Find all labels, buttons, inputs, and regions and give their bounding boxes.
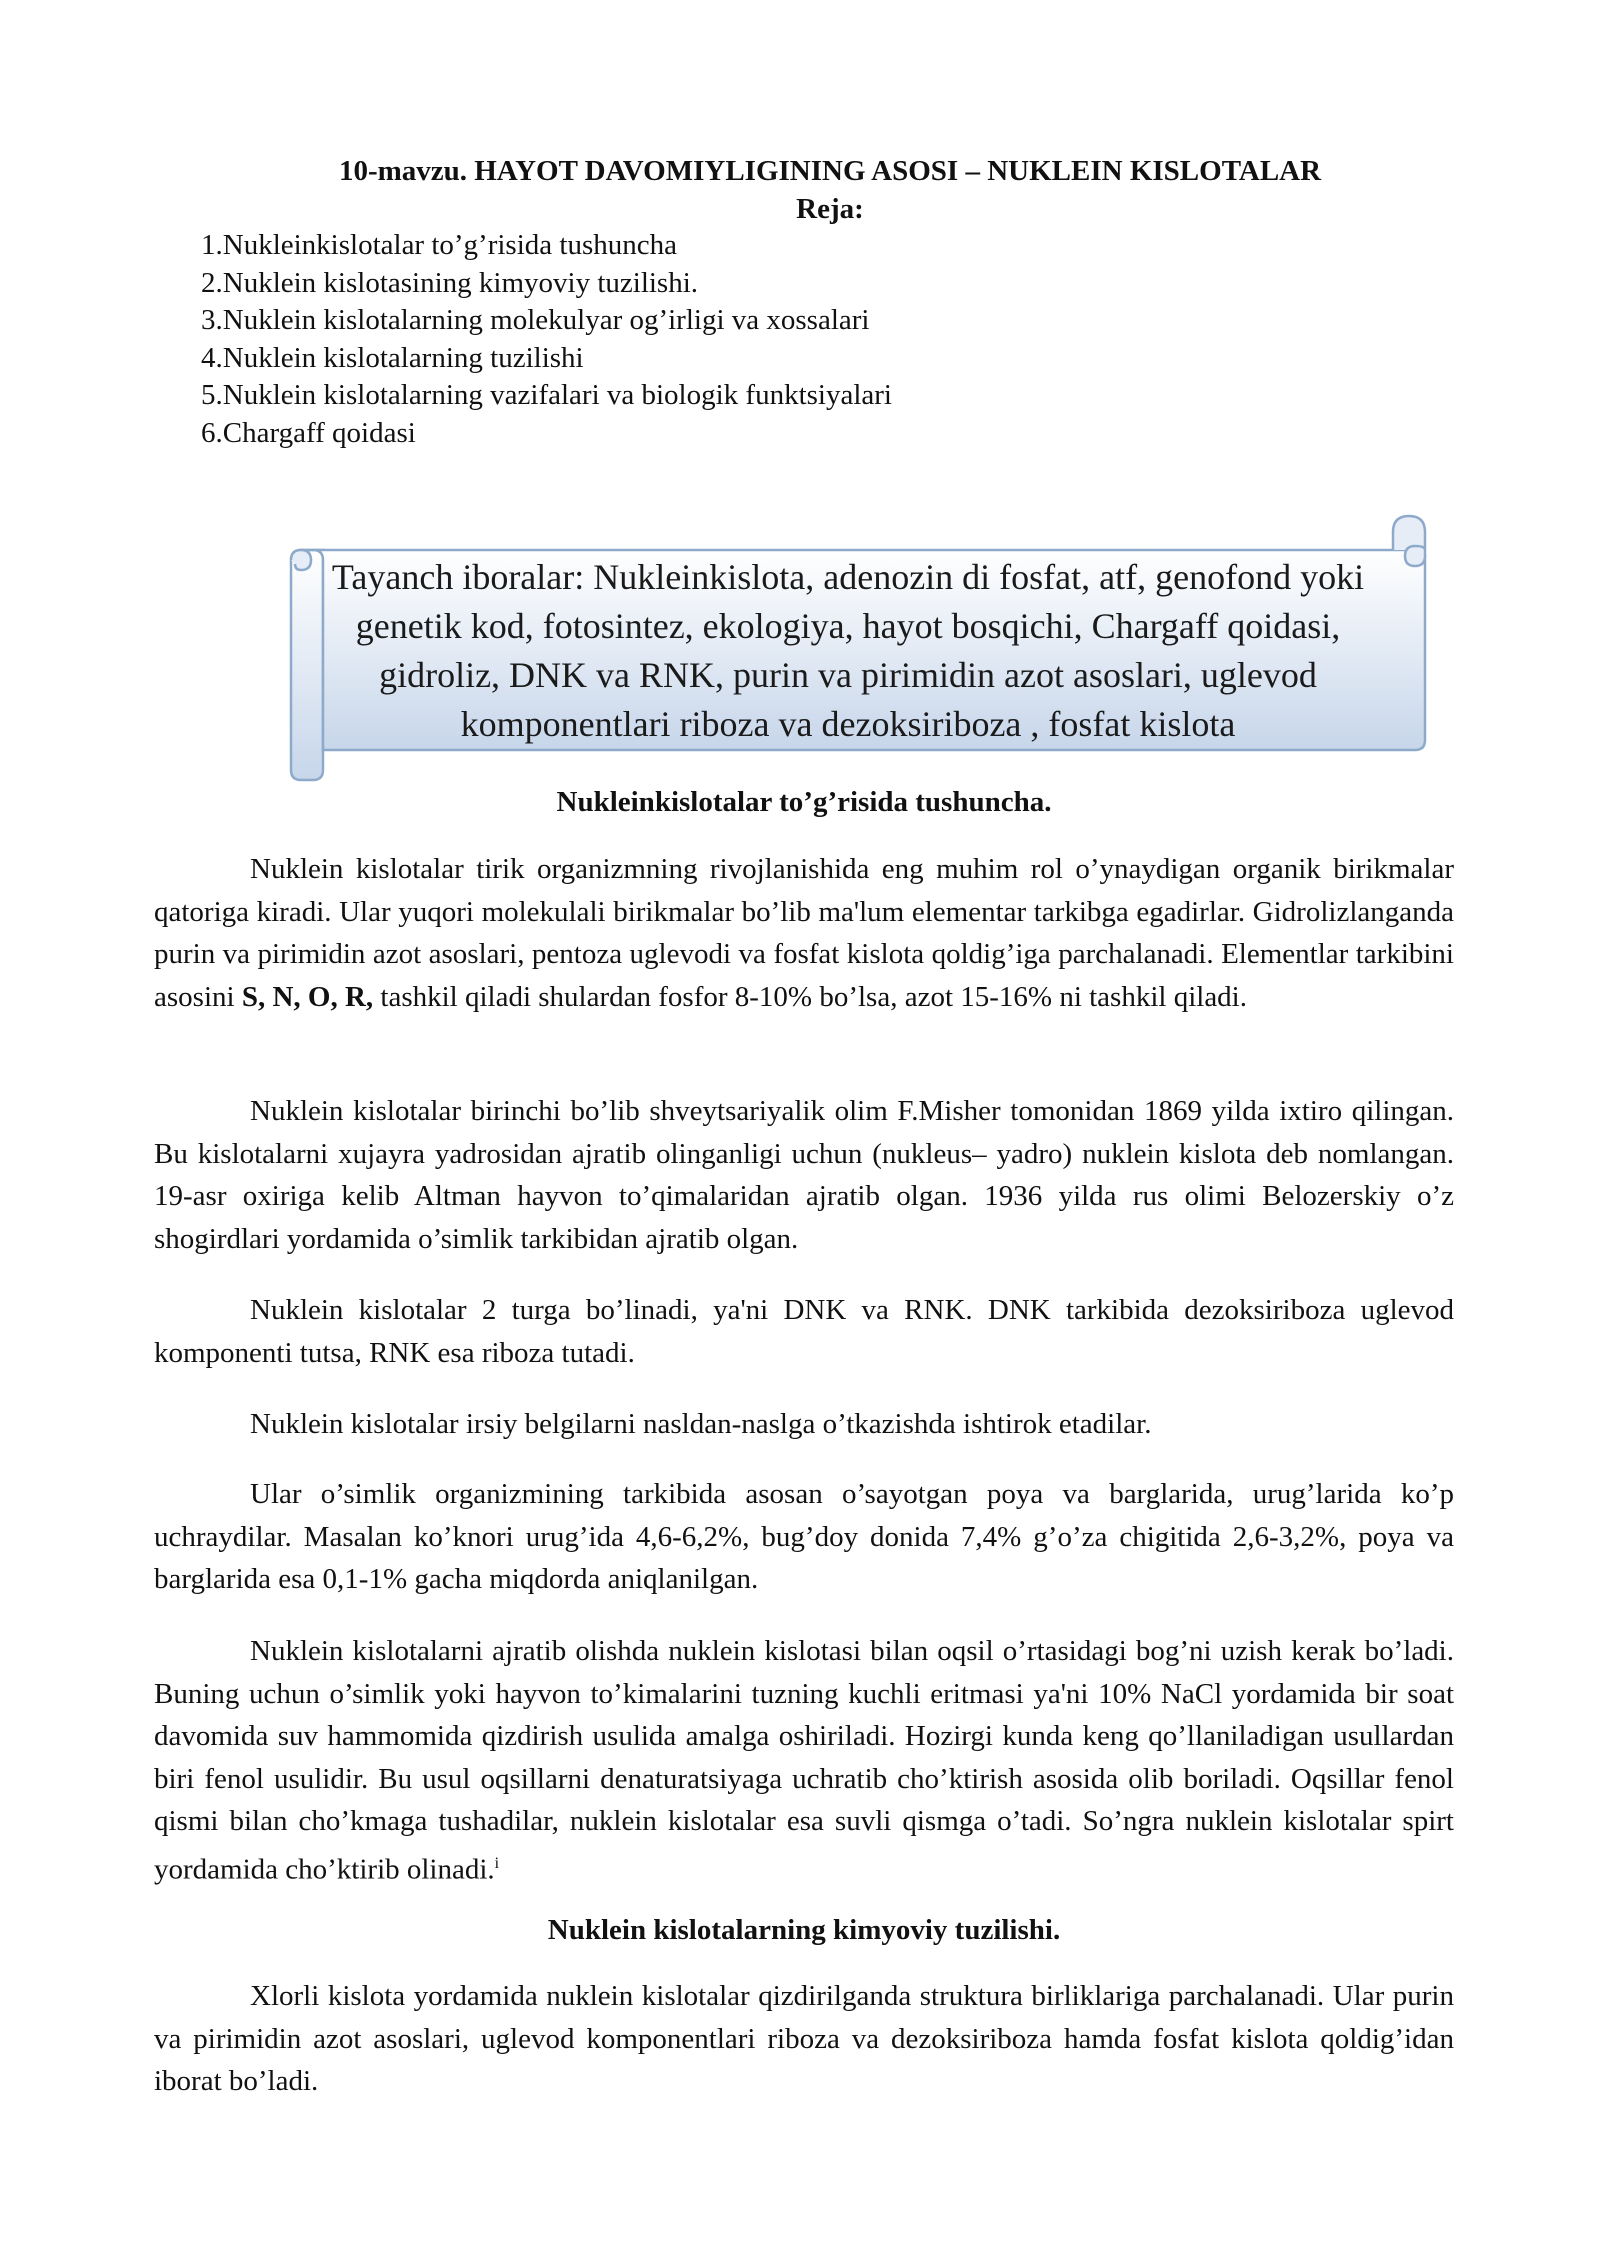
paragraph — [154, 848, 1454, 1018]
plan-item: 3.Nuklein kislotalarning molekulyar og’irligi va xossalari — [201, 304, 870, 336]
section-heading: Nukleinkislotalar to’g’risida tushuncha. — [556, 786, 1052, 818]
paragraph-text: Nuklein kislotalar birinchi bo’lib shveytsariyalik olim F.Misher tomonidan 1869 yilda ixtiro qilingan. Bu kislotalarni xujayra yadrosidan ajratib olinganligi uchun (nukleus– yadro) nuklein kislota deb nomlangan. 19-asr oxiriga kelib Altman hayvon to’qimalaridan ajratib olgan. 1936 yilda rus olimi Belozerskiy o’z shogirdlari yordamida o’simlik tarkibidan ajratib olgan. — [154, 1095, 1454, 1255]
paragraph-text: Ular o’simlik organizmining tarkibida asosan o’sayotgan poya va barglarida, urug’larida ko’p uchraydilar. Masalan ko’knori urug’ida 4,6-6,2%, bug’doy donida 7,4% g’o’za chigitida 2,6-3,2%, poya va barglarida esa 0,1-1% gacha miqdorda aniqlanilgan. — [154, 1478, 1454, 1595]
plan-item: 4.Nuklein kislotalarning tuzilishi — [201, 341, 584, 374]
paragraph-text: Nuklein kislotalar 2 turga bo’linadi, ya'ni DNK va RNK. DNK tarkibida dezoksiriboza uglevod komponenti tutsa, RNK esa riboza tutadi. — [154, 1294, 1454, 1369]
keywords-text: Tayanch iboralar: Nukleinkislota, adenozin di fosfat, atf, genofond yoki genetik kod, fotosintez, ekologiya, hayot bosqichi, Chargaff qoidasi, gidroliz, DNK va RNK, purin va pirimidin azot asoslari, uglevod komponentlari riboza va dezoksiriboza , fosfat kislota — [331, 557, 1365, 744]
paragraph-text: tashkil qiladi shulardan fosfor 8-10% bo’lsa, azot 15-16% ni tashkil qiladi. — [373, 980, 1247, 1013]
section-heading: Nuklein kislotalarning kimyoviy tuzilishi. — [547, 1914, 1061, 1946]
plan-item: 5.Nuklein kislotalarning vazifalari va biologik funktsiyalari — [201, 379, 892, 411]
paragraph — [154, 1630, 1454, 1891]
plan-label: Reja: — [796, 193, 864, 225]
paragraph-text: Xlorli kislota yordamida nuklein kislotalar qizdirilganda struktura birliklariga parchalanadi. Ular purin va pirimidin azot asoslari, uglevod komponentlari riboza va dezoksiriboza hamda fosfat kislota qoldig’idan iborat bo’ladi. — [154, 1980, 1454, 2097]
plan-item: 2.Nuklein kislotasining kimyoviy tuzilishi. — [201, 266, 699, 299]
page-title: 10-mavzu. HAYOT DAVOMIYLIGINING ASOSI – NUKLEIN KISLOTALAR — [338, 155, 1322, 187]
plan-item: 1.Nukleinkislotalar to’g’risida tushuncha — [201, 229, 677, 261]
footnote-marker[interactable]: i — [494, 1854, 500, 1872]
plan-item: 6.Chargaff qoidasi — [201, 416, 416, 449]
paragraph — [154, 1090, 1454, 1260]
paragraph-text: Nuklein kislotalar irsiy belgilarni nasldan-naslga o’tkazishda ishtirok etadilar. — [250, 1408, 1152, 1440]
keywords-scroll-box — [285, 508, 1430, 788]
element-symbols: S, N, O, R, — [241, 980, 374, 1013]
paragraph-text: Nuklein kislotalarni ajratib olishda nuklein kislotasi bilan oqsil o’rtasidagi bog’ni uzish kerak bo’ladi. Buning uchun o’simlik yoki hayvon to’kimalarini tuzning kuchli eritmasi ya'ni 10% NaCl yordamida bir soat davomida suv hammomida qizdirish usulida amalga oshiriladi. Hozirgi kunda keng qo’llaniladigan usullardan biri fenol usulidir. Bu usul oqsillarni denaturatsiyaga uchratib cho’ktirish asosida olib boriladi. Oqsillar fenol qismi bilan cho’kmaga tushadilar, nuklein kislotalar esa suvli qismga o’tadi. So’ngra nuklein kislotalar spirt yordamida cho’ktirib olinadi. — [154, 1635, 1454, 1886]
paragraph-text: Nuklein kislotalar tirik organizmning rivojlanishida eng muhim rol o’ynaydigan organik birikmalar qatoriga kiradi. Ular yuqori molekulali birikmalar bo’lib ma'lum elementar tarkibga egadirlar. Gidrolizlanganda purin va pirimidin azot asoslari, pentoza uglevodi va fosfat kislota qoldig’iga parchalanadi. Elementlar tarkibini asosini — [154, 853, 1454, 1013]
paragraph — [154, 1473, 1454, 1601]
paragraph — [154, 1289, 1454, 1374]
paragraph — [154, 1403, 1454, 1446]
paragraph — [154, 1975, 1454, 2103]
plan-list — [201, 227, 892, 452]
